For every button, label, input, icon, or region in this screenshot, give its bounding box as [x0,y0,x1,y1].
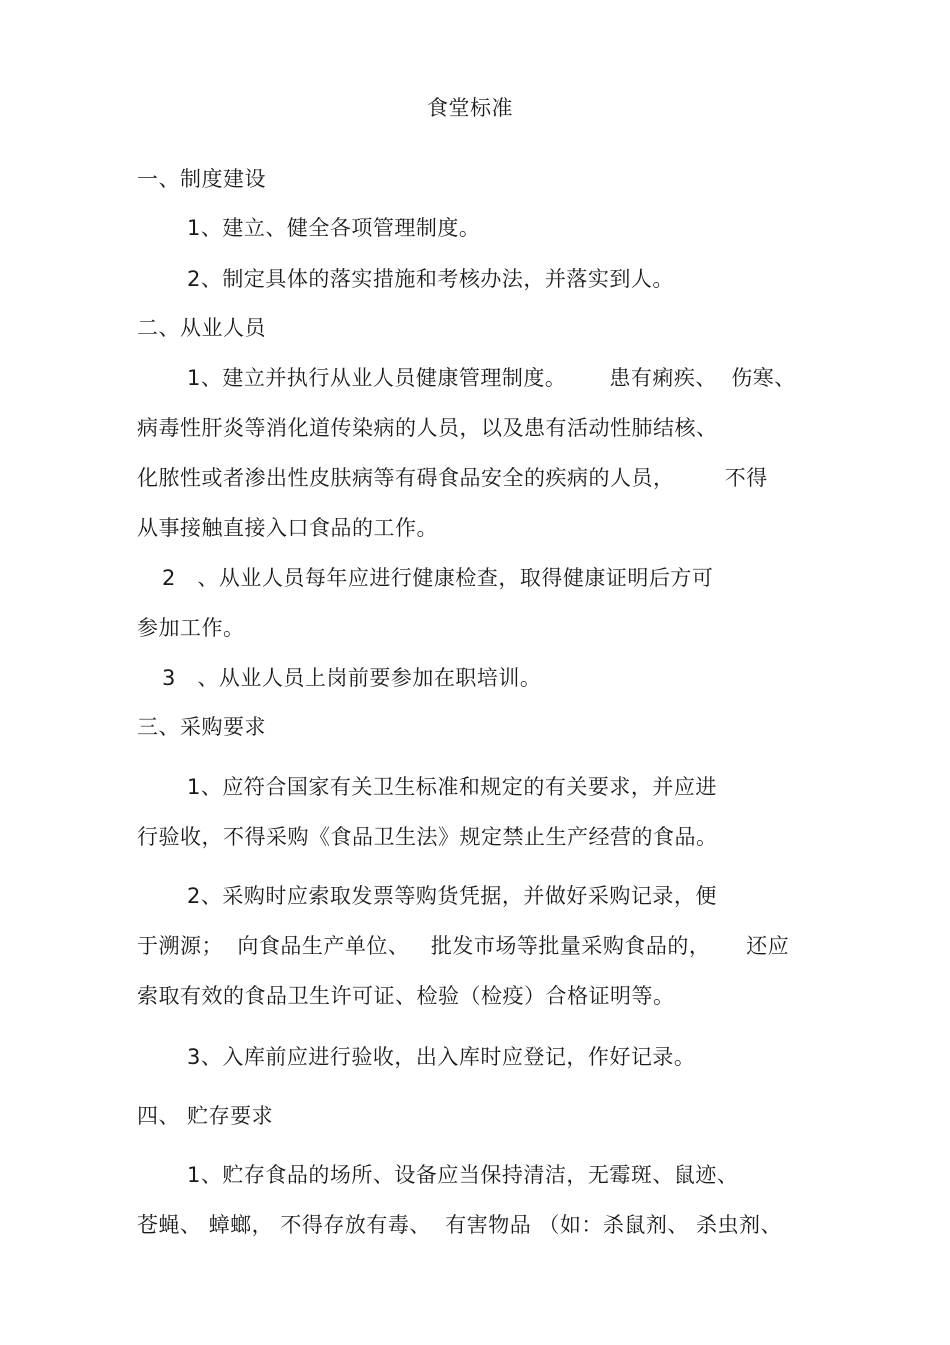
paragraph-line: 行验收，不得采购《食品卫生法》规定禁止生产经营的食品。 [137,825,718,849]
section-heading: 四、 贮存要求 [137,1104,274,1128]
section-heading: 三、采购要求 [137,715,266,739]
paragraph-line: 于溯源； 向食品生产单位、 批发市场等批量采购食品的， 还应 [137,934,790,958]
paragraph-line: 病毒性肝炎等消化道传染病的人员，以及患有活动性肺结核、 [137,416,718,440]
paragraph-line: 1、应符合国家有关卫生标准和规定的有关要求，并应进 [187,775,717,799]
paragraph-line: 索取有效的食品卫生许可证、检验（检疫）合格证明等。 [137,984,675,1008]
paragraph-line: 苍蝇、 蟑螂， 不得存放有毒、 有害物品 （如：杀鼠剂、 杀虫剂、 [137,1213,783,1237]
section-heading: 一、制度建设 [137,167,266,191]
page-title: 食堂标准 [427,96,513,120]
paragraph-line: 3 、从业人员上岗前要参加在职培训。 [162,666,542,690]
paragraph-line: 2、采购时应索取发票等购货凭据，并做好采购记录，便 [187,884,717,908]
paragraph-line: 1、贮存食品的场所、设备应当保持清洁，无霉斑、鼠迹、 [187,1163,739,1187]
paragraph-line: 1、建立、健全各项管理制度。 [187,216,481,240]
paragraph-line: 2 、从业人员每年应进行健康检查，取得健康证明后方可 [162,566,714,590]
section-heading: 二、从业人员 [137,316,266,340]
paragraph-line: 1、建立并执行从业人员健康管理制度。 患有痢疾、 伤寒、 [187,366,796,390]
paragraph-line: 3、入库前应进行验收，出入库时应登记，作好记录。 [187,1045,696,1069]
paragraph-line: 从事接触直接入口食品的工作。 [137,516,438,540]
paragraph-line: 2、制定具体的落实措施和考核办法，并落实到人。 [187,267,674,291]
paragraph-line: 参加工作。 [137,616,245,640]
paragraph-line: 化脓性或者渗出性皮肤病等有碍食品安全的疾病的人员， 不得 [137,466,768,490]
